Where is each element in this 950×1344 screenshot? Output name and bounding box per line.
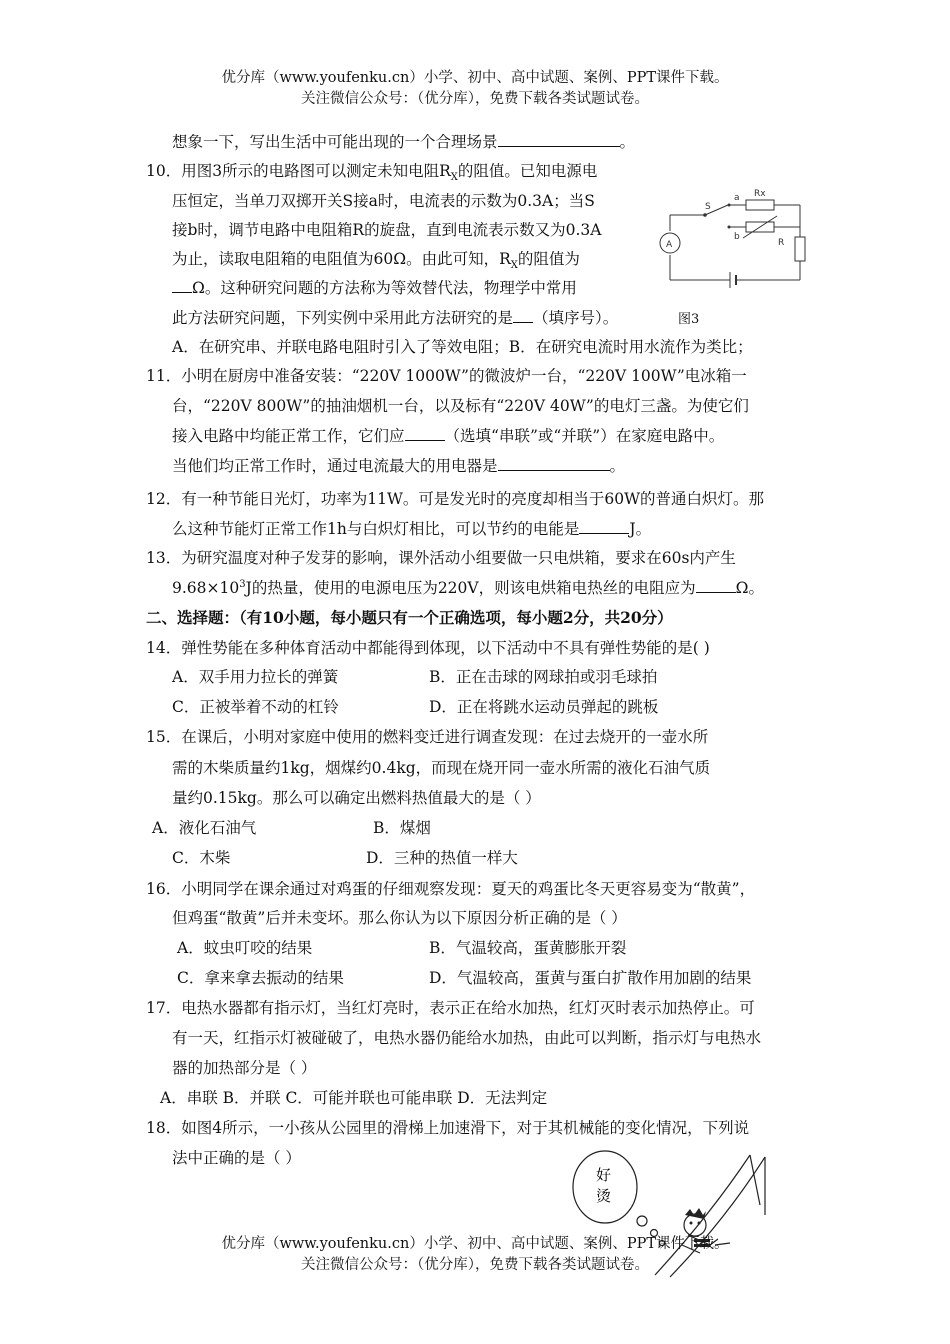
switch-label: S [705, 202, 711, 212]
q15-line-2: 需的木柴质量约1kg，烟煤约0.4kg，而现在烧开同一壶水所需的液化石油气质 [172, 759, 711, 777]
q10-options: A．在研究串、并联电路电阻时引入了等效电阻；B．在研究电流时用水流作为类比； [172, 338, 753, 356]
q10-text: 此方法研究问题，下列实例中采用此方法研究的是 [172, 309, 514, 327]
q10-line-6 [172, 306, 618, 328]
q13-line-1: 13．为研究温度对种子发芽的影响，课外活动小组要做一只电烘箱，要求在60s内产生 [146, 549, 736, 567]
header-line-2: 关注微信公众号：（优分库），免费下载各类试题试卷。 [301, 91, 649, 107]
terminal-a-label: a [734, 193, 740, 203]
q10-text: 的阻值。已知电源电 [457, 162, 598, 180]
header-line-1: 优分库（www.youfenku.cn）小学、初中、高中试题、案例、PPT课件下载。 [221, 70, 729, 86]
q16-option-a[interactable]: A．蚊虫叮咬的结果 [177, 939, 313, 957]
bubble-text-1: 好 [596, 1166, 612, 1184]
bubble-text-2: 烫 [596, 1187, 612, 1205]
answer-blank[interactable] [172, 276, 192, 293]
subscript: X [450, 172, 458, 184]
q10-text: 的阻值为 [517, 250, 580, 268]
answer-blank[interactable] [498, 454, 610, 471]
answer-blank[interactable] [696, 576, 736, 593]
q14-stem: 14．弹性势能在多种体育活动中都能得到体现，以下活动中不具有弹性势能的是( ) [146, 639, 710, 657]
q11-line-2: 台，“220V 800W”的抽油烟机一台，以及标有“220V 40W”的电灯三盏。为使它们 [172, 397, 749, 415]
q16-option-c[interactable]: C．拿来拿去振动的结果 [177, 969, 344, 987]
q13-line-2 [172, 576, 764, 598]
q12-line-1: 12．有一种节能日光灯，功率为11W。可是发光时的亮度却相当于60W的普通白炽灯。那 [146, 490, 765, 508]
q11-line-4 [172, 454, 625, 476]
q14-option-d[interactable]: D．正在将跳水运动员弹起的跳板 [429, 698, 659, 716]
figure-3-caption: 图3 [678, 312, 700, 327]
q10-line-1 [146, 159, 597, 183]
q11-text: （选填“串联”或“并联”）在家庭电路中。 [444, 427, 725, 445]
answer-blank[interactable] [579, 517, 629, 534]
q15-line-3: 量约0.15kg。那么可以确定出燃料热值最大的是（ ） [172, 789, 541, 807]
answer-blank[interactable] [405, 424, 445, 441]
q11-line-1: 11．小明在厨房中准备安装：“220V 1000W”的微波炉一台，“220V 100W”电冰箱一 [146, 367, 747, 385]
q10-line-4 [172, 247, 580, 271]
q9-tail [172, 130, 635, 152]
q15-line-1: 15．在课后，小明对家庭中使用的燃料变迁进行调查发现：在过去烧开的一壶水所 [146, 728, 709, 746]
footer-line-1: 优分库（www.youfenku.cn）小学、初中、高中试题、案例、PPT课件下载。 [221, 1236, 729, 1252]
q13-text: 9.68×10 [172, 579, 240, 597]
terminal-b-label: b [734, 232, 740, 242]
answer-blank[interactable] [513, 306, 533, 323]
q10-line-3: 接b时，调节电路中电阻箱R的旋盘，直到电流表示数又为0.3A [172, 221, 602, 239]
q11-text: 当他们均正常工作时，通过电流最大的用电器是 [172, 457, 498, 475]
ammeter-label: A [666, 240, 673, 250]
footer-line-2: 关注微信公众号：（优分库），免费下载各类试题试卷。 [301, 1257, 649, 1273]
q12-text: 么这种节能灯正常工作1h与白炽灯相比，可以节约的电能是 [172, 520, 580, 538]
q17-line-3: 器的加热部分是（ ） [172, 1059, 317, 1077]
q14-option-a[interactable]: A．双手用力拉长的弹簧 [172, 668, 339, 686]
q10-line-5 [172, 276, 577, 298]
q10-text: 为止，读取电阻箱的电阻值为60Ω。由此可知，R [172, 250, 511, 268]
q10-text: （填序号）。 [533, 309, 619, 327]
circuit-diagram [650, 185, 810, 295]
q16-line-2: 但鸡蛋“散黄”后并未变坏。那么你认为以下原因分析正确的是（ ） [172, 909, 627, 927]
q11-line-3 [172, 424, 724, 446]
answer-blank[interactable] [498, 130, 620, 147]
q16-line-1: 16．小明同学在课余通过对鸡蛋的仔细观察发现：夏天的鸡蛋比冬天更容易变为“散黄”， [146, 880, 756, 898]
q9-tail-text: 想象一下，写出生活中可能出现的一个合理场景 [172, 133, 498, 151]
q15-option-d[interactable]: D．三种的热值一样大 [366, 849, 518, 867]
q11-text: 。 [609, 457, 626, 475]
q16-option-b[interactable]: B．气温较高，蛋黄膨胀开裂 [429, 939, 627, 957]
q12-line-2 [172, 517, 651, 539]
q10-text: 10．用图3所示的电路图可以测定未知电阻R [146, 162, 451, 180]
q16-option-d[interactable]: D．气温较高，蛋黄与蛋白扩散作用加剧的结果 [429, 969, 752, 987]
q10-text: Ω。这种研究问题的方法称为等效替代法，物理学中常用 [192, 279, 577, 297]
q15-option-a[interactable]: A．液化石油气 [152, 819, 257, 837]
q10-line-2: 压恒定，当单刀双掷开关S接a时，电流表的示数为0.3A；当S [172, 192, 595, 210]
r-label: R [778, 238, 785, 248]
section-2-heading: 二、选择题：（有10小题，每小题只有一个正确选项，每小题2分，共20分） [146, 608, 673, 627]
q14-option-b[interactable]: B．正在击球的网球拍或羽毛球拍 [429, 668, 658, 686]
q18-line-1: 18．如图4所示，一小孩从公园里的滑梯上加速滑下，对于其机械能的变化情况，下列说 [146, 1119, 750, 1137]
superscript: 3 [239, 578, 246, 590]
q11-text: 接入电路中均能正常工作，它们应 [172, 427, 405, 445]
q12-text: J。 [629, 520, 652, 538]
q17-line-1: 17．电热水器都有指示灯，当红灯亮时，表示正在给水加热，红灯灭时表示加热停止。可 [146, 999, 755, 1017]
q13-text: J的热量，使用的电源电压为220V，则该电烘箱电热丝的电阻应为 [245, 579, 696, 597]
q15-option-b[interactable]: B．煤烟 [373, 819, 431, 837]
q17-options[interactable]: A．串联 B．并联 C．可能并联也可能串联 D．无法判定 [160, 1089, 548, 1107]
q15-option-c[interactable]: C．木柴 [172, 849, 231, 867]
rx-label: Rx [754, 189, 766, 199]
q14-option-c[interactable]: C．正被举着不动的杠铃 [172, 698, 339, 716]
subscript: X [510, 260, 518, 272]
q18-line-2: 法中正确的是（ ） [172, 1149, 301, 1167]
q17-line-2: 有一天，红指示灯被碰破了，电热水器仍能给水加热，由此可以判断，指示灯与电热水 [172, 1029, 762, 1047]
q13-text: Ω。 [735, 579, 764, 597]
q9-tail-end: 。 [619, 133, 636, 151]
